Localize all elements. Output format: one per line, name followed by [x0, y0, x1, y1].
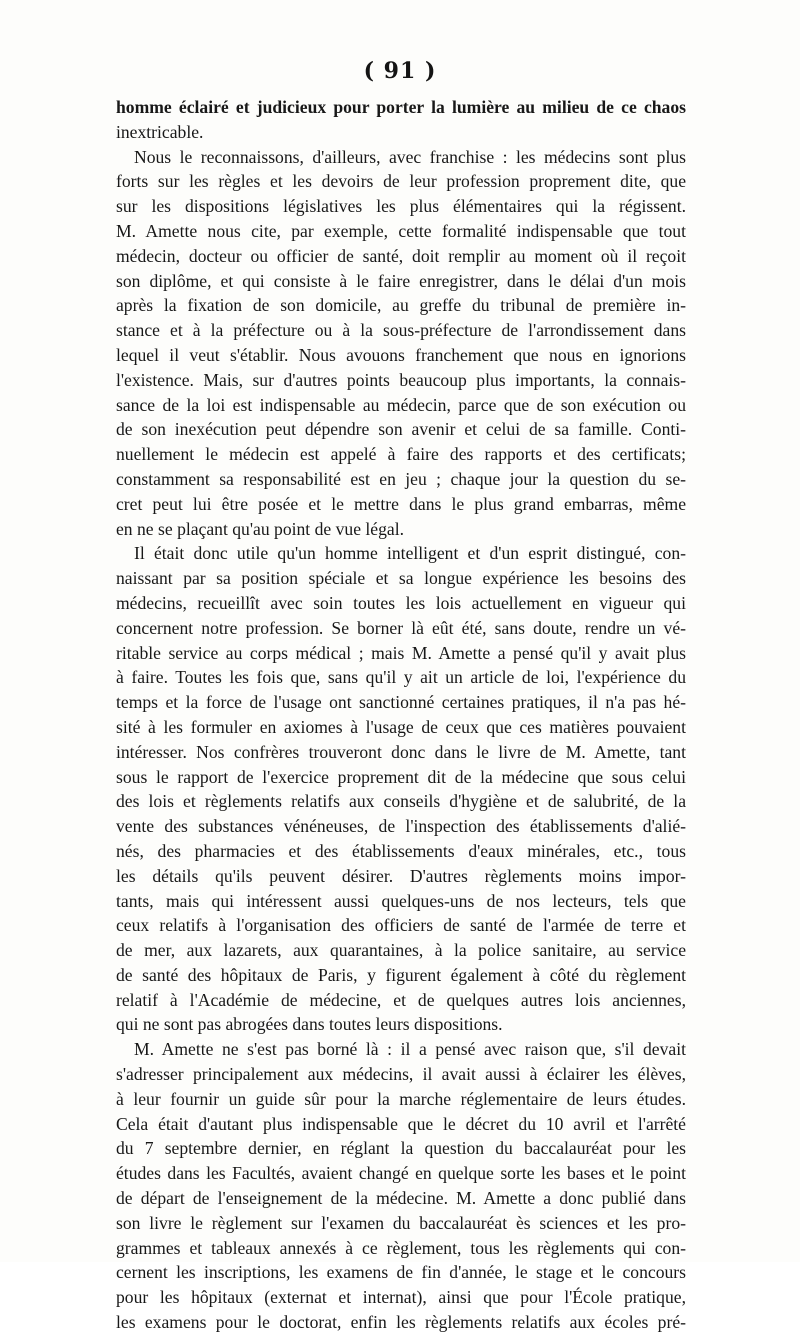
- text-line: s'adresser principalement aux médecins, il avait aussi à éclairer les élèves,: [116, 1064, 686, 1085]
- text-line: concernent notre profession. Se borner là eût été, sans doute, rendre un vé-: [116, 617, 686, 638]
- page-number: ( 91 ): [363, 58, 437, 84]
- text-line: intéresser. Nos confrères trouveront donc dans le livre de M. Amette, tant: [116, 741, 686, 762]
- text-line: constamment sa responsabilité est en jeu ; chaque jour la question du se-: [116, 468, 686, 489]
- text-line: de santé des hôpitaux de Paris, y figurent également à côté du règlement: [116, 964, 686, 985]
- text-line: inextricable.: [116, 121, 204, 142]
- text-line: stance et à la préfecture ou à la sous-préfecture de l'arrondissement dans: [116, 320, 686, 341]
- text-line: lequel il veut s'établir. Nous avouons franchement que nous en ignorions: [116, 344, 686, 365]
- text-line: M. Amette ne s'est pas borné là : il a pensé avec raison que, s'il devait: [134, 1039, 686, 1060]
- text-line: à faire. Toutes les fois que, sans qu'il y ait un article de loi, l'expérience du: [116, 667, 686, 688]
- text-line: médecin, docteur ou officier de santé, doit remplir au moment où il reçoit: [116, 245, 686, 266]
- text-line: homme éclairé et judicieux pour porter la lumière au milieu de ce chaos: [116, 97, 686, 117]
- text-line: ritable service au corps médical ; mais M. Amette a pensé qu'il y avait plus: [116, 642, 686, 663]
- text-line: vente des substances vénéneuses, de l'inspection des établissements d'alié-: [116, 816, 686, 837]
- text-line: relatif à l'Académie de médecine, et de quelques autres lois anciennes,: [116, 989, 686, 1010]
- text-line: Cela était d'autant plus indispensable que le décret du 10 avril et l'arrêté: [116, 1113, 686, 1134]
- text-line: sous le rapport de l'exercice proprement dit de la médecine que sous celui: [116, 766, 686, 787]
- text-line: médecins, recueillît avec soin toutes les lois actuellement en vigueur qui: [116, 592, 686, 613]
- text-line: du 7 septembre dernier, en réglant la question du baccalauréat pour les: [116, 1138, 686, 1159]
- text-line: sance de la loi est indispensable au médecin, parce que de son exécution ou: [116, 394, 686, 415]
- text-line: tants, mais qui intéressent aussi quelques-uns de nos lecteurs, tels que: [116, 890, 686, 911]
- text-line: les détails qu'ils peuvent désirer. D'autres règlements moins impor-: [116, 865, 686, 886]
- text-line: nuellement le médecin est appelé à faire des rapports et des certificats;: [116, 444, 686, 465]
- text-line: des lois et règlements relatifs aux conseils d'hygiène et de salubrité, de la: [116, 791, 686, 812]
- body-text: [116, 95, 686, 1335]
- text-line: cernent les inscriptions, les examens de fin d'année, le stage et le concours: [116, 1262, 686, 1283]
- text-line: grammes et tableaux annexés à ce règlement, tous les règlements qui con-: [116, 1237, 686, 1258]
- text-line: de son inexécution peut dépendre son avenir et celui de sa famille. Conti-: [116, 419, 686, 440]
- text-line: en ne se plaçant qu'au point de vue légal.: [116, 518, 404, 539]
- text-line: de départ de l'enseignement de la médecine. M. Amette a donc publié dans: [116, 1188, 686, 1209]
- text-line: nés, des pharmacies et des établissements d'eaux minérales, etc., tous: [116, 840, 686, 861]
- text-line: études dans les Facultés, avaient changé en quelque sorte les bases et le point: [116, 1163, 686, 1184]
- text-line: naissant par sa position spéciale et sa longue expérience les besoins des: [116, 568, 686, 589]
- text-line: l'existence. Mais, sur d'autres points beaucoup plus importants, la connais-: [116, 369, 686, 390]
- text-line: son livre le règlement sur l'examen du baccalauréat ès sciences et les pro-: [116, 1212, 686, 1233]
- text-line: Il était donc utile qu'un homme intelligent et d'un esprit distingué, con-: [134, 543, 686, 564]
- text-line: sur les dispositions législatives les plus élémentaires qui la régissent.: [116, 196, 686, 217]
- text-line: Nous le reconnaissons, d'ailleurs, avec franchise : les médecins sont plus: [134, 146, 686, 167]
- text-line: forts sur les règles et les devoirs de leur profession proprement dite, que: [116, 171, 686, 192]
- text-line: pour les hôpitaux (externat et internat), ainsi que pour l'École pratique,: [116, 1287, 686, 1308]
- text-line: après la fixation de son domicile, au greffe du tribunal de première in-: [116, 295, 686, 316]
- text-line: M. Amette nous cite, par exemple, cette formalité indispensable que tout: [116, 220, 686, 241]
- text-line: de mer, aux lazarets, aux quarantaines, à la police sanitaire, au service: [116, 940, 686, 961]
- text-line: temps et la force de l'usage ont sanctionné certaines pratiques, il n'a pas hé-: [116, 692, 686, 713]
- text-line: qui ne sont pas abrogées dans toutes leurs dispositions.: [116, 1014, 503, 1035]
- text-line: ceux relatifs à l'organisation des officiers de santé de l'armée de terre et: [116, 915, 686, 936]
- text-line: cret peut lui être posée et le mettre dans le plus grand embarras, même: [116, 493, 686, 514]
- text-line: son diplôme, et qui consiste à le faire enregistrer, dans le délai d'un mois: [116, 270, 686, 291]
- text-line: à leur fournir un guide sûr pour la marche réglementaire de leurs études.: [116, 1088, 686, 1109]
- text-line: les examens pour le doctorat, enfin les règlements relatifs aux écoles pré-: [116, 1312, 686, 1333]
- text-line: sité à les formuler en axiomes à l'usage de ceux que ces matières pouvaient: [116, 716, 686, 737]
